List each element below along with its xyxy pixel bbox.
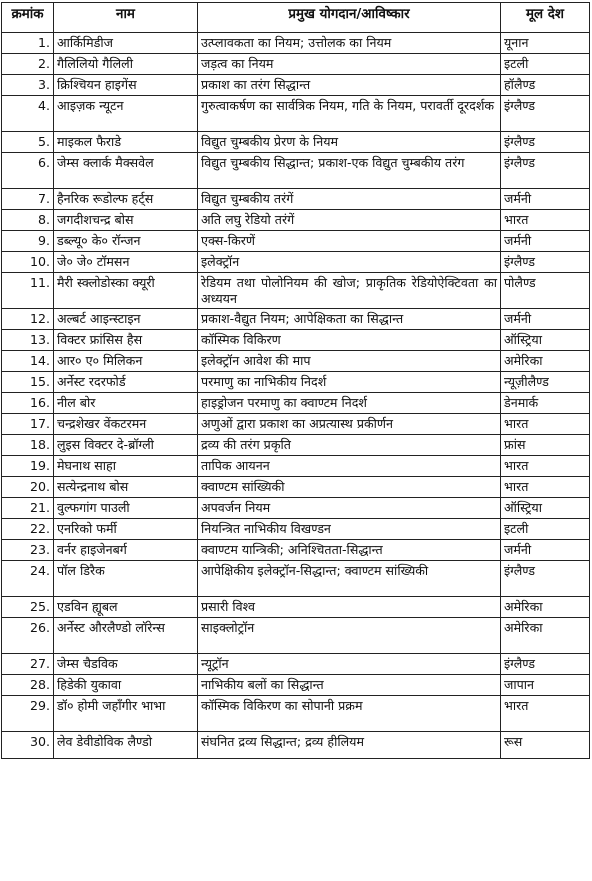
contribution-cell: हाइड्रोजन परमाणु का क्वाण्टम निदर्श xyxy=(198,393,501,414)
scientist-name-cell: हैनरिक रूडोल्फ हर्ट्स xyxy=(54,189,198,210)
serial-cell: 30. xyxy=(2,732,54,759)
scientist-name-cell: चन्द्रशेखर वेंकटरमन xyxy=(54,414,198,435)
scientist-name-cell: विक्टर फ्रांसिस हैस xyxy=(54,330,198,351)
contribution-cell: अणुओं द्वारा प्रकाश का अप्रत्यास्थ प्रकीर्णन xyxy=(198,414,501,435)
table-row xyxy=(2,330,590,351)
serial-cell: 20. xyxy=(2,477,54,498)
scientist-name-cell: क्रिश्चियन हाइगेंस xyxy=(54,75,198,96)
serial-cell: 5. xyxy=(2,132,54,153)
table-row xyxy=(2,519,590,540)
serial-cell: 10. xyxy=(2,252,54,273)
contribution-cell: कॉस्मिक विकिरण का सोपानी प्रक्रम xyxy=(198,696,501,732)
serial-cell: 29. xyxy=(2,696,54,732)
contribution-cell: विद्युत चुम्बकीय तरंगें xyxy=(198,189,501,210)
serial-cell: 12. xyxy=(2,309,54,330)
scientist-name-cell: अल्बर्ट आइन्स्टाइन xyxy=(54,309,198,330)
document-page xyxy=(1,2,589,759)
scientist-name-cell: आर्किमिडीज xyxy=(54,33,198,54)
table-row xyxy=(2,654,590,675)
country-cell: भारत xyxy=(501,477,590,498)
scientist-name-cell: वुल्फगांग पाउली xyxy=(54,498,198,519)
scientist-name-cell: लुइस विक्टर दे-ब्रॉग्ली xyxy=(54,435,198,456)
contribution-cell: विद्युत चुम्बकीय सिद्धान्त; प्रकाश-एक विद्युत चुम्बकीय तरंग xyxy=(198,153,501,189)
country-cell: इंग्लैण्ड xyxy=(501,252,590,273)
country-cell: डेनमार्क xyxy=(501,393,590,414)
contribution-cell: अति लघु रेडियो तरंगें xyxy=(198,210,501,231)
contribution-cell: एक्स-किरणें xyxy=(198,231,501,252)
contribution-cell: परमाणु का नाभिकीय निदर्श xyxy=(198,372,501,393)
table-row xyxy=(2,210,590,231)
serial-cell: 4. xyxy=(2,96,54,132)
serial-cell: 1. xyxy=(2,33,54,54)
country-cell: इंग्लैण्ड xyxy=(501,561,590,597)
table-row xyxy=(2,561,590,597)
country-cell: इटली xyxy=(501,54,590,75)
serial-cell: 22. xyxy=(2,519,54,540)
country-cell: पोलैण्ड xyxy=(501,273,590,309)
scientist-name-cell: डॉ० होमी जहाँगीर भाभा xyxy=(54,696,198,732)
table-row xyxy=(2,153,590,189)
table-row xyxy=(2,696,590,732)
contribution-cell: अपवर्जन नियम xyxy=(198,498,501,519)
country-cell: इंग्लैण्ड xyxy=(501,96,590,132)
serial-cell: 24. xyxy=(2,561,54,597)
country-cell: यूनान xyxy=(501,33,590,54)
contribution-cell: प्रकाश-वैद्युत नियम; आपेक्षिकता का सिद्धान्त xyxy=(198,309,501,330)
scientist-name-cell: जेम्स चैडविक xyxy=(54,654,198,675)
table-row xyxy=(2,231,590,252)
contribution-cell: आपेक्षिकीय इलेक्ट्रॉन-सिद्धान्त; क्वाण्टम सांख्यिकी xyxy=(198,561,501,597)
contribution-cell: इलेक्ट्रॉन xyxy=(198,252,501,273)
contribution-cell: प्रसारी विश्व xyxy=(198,597,501,618)
table-row xyxy=(2,252,590,273)
contribution-cell: विद्युत चुम्बकीय प्रेरण के नियम xyxy=(198,132,501,153)
contribution-cell: कॉस्मिक विकिरण xyxy=(198,330,501,351)
serial-cell: 6. xyxy=(2,153,54,189)
serial-cell: 16. xyxy=(2,393,54,414)
table-row xyxy=(2,414,590,435)
header-country: मूल देश xyxy=(501,3,590,33)
serial-cell: 11. xyxy=(2,273,54,309)
table-row xyxy=(2,540,590,561)
scientist-name-cell: हिडेकी युकावा xyxy=(54,675,198,696)
scientist-name-cell: मैरी स्क्लोडोस्का क्यूरी xyxy=(54,273,198,309)
scientist-name-cell: एडविन ह्यूबल xyxy=(54,597,198,618)
country-cell: अमेरिका xyxy=(501,597,590,618)
country-cell: ऑस्ट्रिया xyxy=(501,498,590,519)
contribution-cell: न्यूट्रॉन xyxy=(198,654,501,675)
country-cell: अमेरिका xyxy=(501,351,590,372)
scientist-name-cell: गैलिलियो गैलिली xyxy=(54,54,198,75)
table-row xyxy=(2,309,590,330)
country-cell: इटली xyxy=(501,519,590,540)
serial-cell: 28. xyxy=(2,675,54,696)
country-cell: इंग्लैण्ड xyxy=(501,654,590,675)
contribution-cell: नाभिकीय बलों का सिद्धान्त xyxy=(198,675,501,696)
table-row xyxy=(2,273,590,309)
serial-cell: 2. xyxy=(2,54,54,75)
header-serial: क्रमांक xyxy=(2,3,54,33)
table-row xyxy=(2,75,590,96)
country-cell: ऑस्ट्रिया xyxy=(501,330,590,351)
contribution-cell: रेडियम तथा पोलोनियम की खोज; प्राकृतिक रेडियोऐक्टिवता का अध्ययन xyxy=(198,273,501,309)
serial-cell: 7. xyxy=(2,189,54,210)
contribution-cell: गुरुत्वाकर्षण का सार्वत्रिक नियम, गति के नियम, परावर्ती दूरदर्शक xyxy=(198,96,501,132)
scientist-name-cell: लेव डेवीडोविक लैण्डो xyxy=(54,732,198,759)
country-cell: जापान xyxy=(501,675,590,696)
country-cell: भारत xyxy=(501,414,590,435)
serial-cell: 23. xyxy=(2,540,54,561)
country-cell: इंग्लैण्ड xyxy=(501,132,590,153)
country-cell: भारत xyxy=(501,696,590,732)
table-body xyxy=(2,33,590,759)
scientist-name-cell: एनरिको फर्मी xyxy=(54,519,198,540)
contribution-cell: नियन्त्रित नाभिकीय विखण्डन xyxy=(198,519,501,540)
contribution-cell: उत्प्लावकता का नियम; उत्तोलक का नियम xyxy=(198,33,501,54)
table-row xyxy=(2,597,590,618)
contribution-cell: क्वाण्टम सांख्यिकी xyxy=(198,477,501,498)
serial-cell: 19. xyxy=(2,456,54,477)
contribution-cell: जड़त्व का नियम xyxy=(198,54,501,75)
country-cell: जर्मनी xyxy=(501,309,590,330)
table-row xyxy=(2,96,590,132)
country-cell: हॉलैण्ड xyxy=(501,75,590,96)
contribution-cell: साइक्लोट्रॉन xyxy=(198,618,501,654)
header-contribution: प्रमुख योगदान/आविष्कार xyxy=(198,3,501,33)
serial-cell: 17. xyxy=(2,414,54,435)
serial-cell: 18. xyxy=(2,435,54,456)
table-row xyxy=(2,618,590,654)
scientist-name-cell: नील बोर xyxy=(54,393,198,414)
table-row xyxy=(2,675,590,696)
contribution-cell: संघनित द्रव्य सिद्धान्त; द्रव्य हीलियम xyxy=(198,732,501,759)
table-header-row xyxy=(2,3,590,33)
country-cell: इंग्लैण्ड xyxy=(501,153,590,189)
serial-cell: 26. xyxy=(2,618,54,654)
table-row xyxy=(2,456,590,477)
header-name: नाम xyxy=(54,3,198,33)
serial-cell: 3. xyxy=(2,75,54,96)
serial-cell: 14. xyxy=(2,351,54,372)
contribution-cell: इलेक्ट्रॉन आवेश की माप xyxy=(198,351,501,372)
scientist-name-cell: जे० जे० टॉमसन xyxy=(54,252,198,273)
country-cell: न्यूज़ीलैण्ड xyxy=(501,372,590,393)
contribution-cell: द्रव्य की तरंग प्रकृति xyxy=(198,435,501,456)
country-cell: जर्मनी xyxy=(501,540,590,561)
scientist-name-cell: अर्नेस्ट औरलैण्डो लॉरेन्स xyxy=(54,618,198,654)
country-cell: अमेरिका xyxy=(501,618,590,654)
serial-cell: 27. xyxy=(2,654,54,675)
country-cell: भारत xyxy=(501,210,590,231)
scientist-name-cell: आइज़क न्यूटन xyxy=(54,96,198,132)
table-row xyxy=(2,351,590,372)
serial-cell: 25. xyxy=(2,597,54,618)
scientist-name-cell: वर्नर हाइजेनबर्ग xyxy=(54,540,198,561)
scientist-name-cell: पॉल डिरैक xyxy=(54,561,198,597)
scientists-table xyxy=(1,2,590,759)
contribution-cell: प्रकाश का तरंग सिद्धान्त xyxy=(198,75,501,96)
serial-cell: 9. xyxy=(2,231,54,252)
country-cell: रूस xyxy=(501,732,590,759)
scientist-name-cell: अर्नेस्ट रदरफोर्ड xyxy=(54,372,198,393)
table-row xyxy=(2,54,590,75)
scientist-name-cell: डब्ल्यू० के० रॉन्जन xyxy=(54,231,198,252)
serial-cell: 8. xyxy=(2,210,54,231)
country-cell: जर्मनी xyxy=(501,231,590,252)
table-row xyxy=(2,498,590,519)
country-cell: भारत xyxy=(501,456,590,477)
scientist-name-cell: आर० ए० मिलिकन xyxy=(54,351,198,372)
table-row xyxy=(2,435,590,456)
table-row xyxy=(2,33,590,54)
table-row xyxy=(2,132,590,153)
table-row xyxy=(2,477,590,498)
scientist-name-cell: जगदीशचन्द्र बोस xyxy=(54,210,198,231)
table-row xyxy=(2,189,590,210)
serial-cell: 13. xyxy=(2,330,54,351)
country-cell: फ्रांस xyxy=(501,435,590,456)
table-row xyxy=(2,732,590,759)
contribution-cell: तापिक आयनन xyxy=(198,456,501,477)
country-cell: जर्मनी xyxy=(501,189,590,210)
contribution-cell: क्वाण्टम यान्त्रिकी; अनिश्चितता-सिद्धान्त xyxy=(198,540,501,561)
scientist-name-cell: सत्येन्द्रनाथ बोस xyxy=(54,477,198,498)
table-row xyxy=(2,393,590,414)
scientist-name-cell: जेम्स क्लार्क मैक्सवेल xyxy=(54,153,198,189)
table-row xyxy=(2,372,590,393)
scientist-name-cell: माइकल फैराडे xyxy=(54,132,198,153)
scientist-name-cell: मेघनाथ साहा xyxy=(54,456,198,477)
serial-cell: 21. xyxy=(2,498,54,519)
serial-cell: 15. xyxy=(2,372,54,393)
